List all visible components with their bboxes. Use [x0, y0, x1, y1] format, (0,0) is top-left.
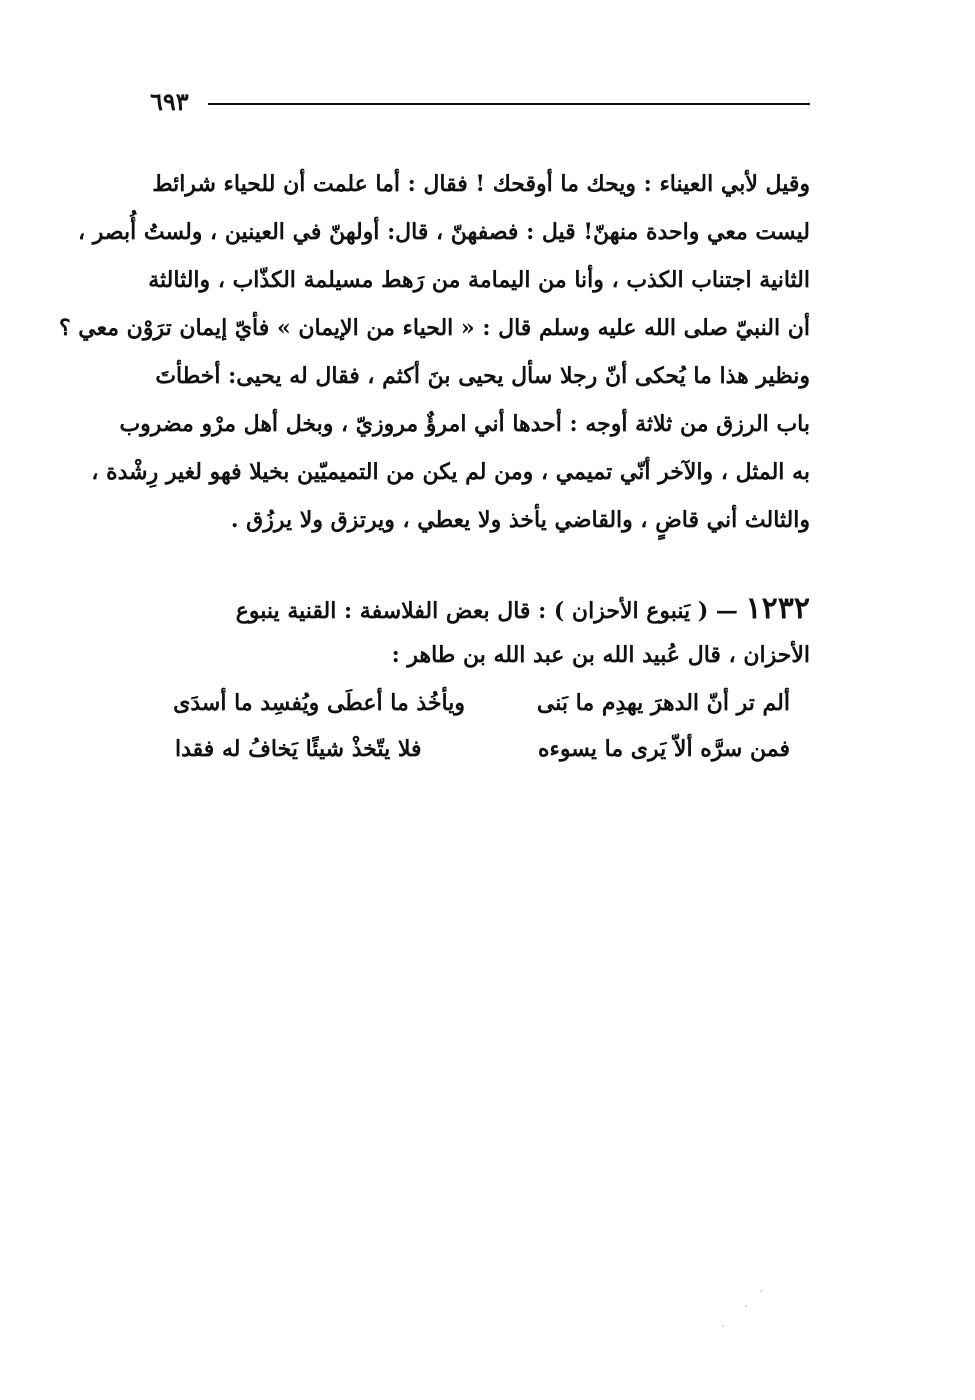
entry-heading-line	[150, 586, 810, 632]
text-line: باب الرزق من ثلاثة أوجه : أحدها أني امرؤٌ مروزيّ ، وبخل أهل مرْو مضروب	[119, 411, 810, 437]
scan-speck	[760, 1290, 762, 1292]
text-line: وقيل لأبي العيناء : ويحك ما أوقحك ! فقال : أما علمت أن للحياء شرائط	[152, 171, 810, 197]
entry-number: ١٢٣٢	[745, 591, 810, 626]
entry-intro-line: الأحزان ، قال عُبيد الله بن عبد الله بن طاهر :	[391, 642, 810, 668]
page-number: ٦٩٣	[150, 87, 189, 116]
verse-first-hemistich: فمن سرَّه ألاّ يَرى ما يسوءه	[538, 736, 790, 762]
text-line: أن النبيّ صلى الله عليه وسلم قال : « الحياء من الإيمان » فأيّ إيمان ترَوْن معي ؟	[58, 315, 810, 341]
text-line: والثالث أني قاضٍ ، والقاضي يأخذ ولا يعطي ، ويرتزق ولا يرزُق .	[230, 507, 810, 533]
paragraph-anecdote	[58, 160, 810, 544]
text-line: به المثل ، والآخر أنّي تميمي ، ومن لم يكن من التميميّين بخيلا فهو لغير رِشْدة ،	[91, 459, 810, 485]
verse-second-hemistich: فلا يتّخذْ شيئًا يَخافُ له فقدا	[175, 736, 422, 762]
text-line: ليست معي واحدة منهنّ! قيل : فصفهنّ ، قال: أولهنّ في العينين ، ولستُ أُبصر ،	[77, 219, 810, 245]
text-line: ونظير هذا ما يُحكى أنّ رجلا سأل يحيى بنَ أكثم ، فقال له يحيى: أخطأتَ	[155, 363, 810, 389]
text-line: الثانية اجتناب الكذب ، وأنا من اليمامة من رَهط مسيلمة الكذّاب ، والثالثة	[148, 267, 810, 293]
page-header	[150, 88, 810, 120]
scan-speck	[722, 1325, 724, 1327]
poem-verse	[175, 680, 790, 726]
verse-second-hemistich: ويأخُذ ما أعطَى ويُفسِد ما أسدَى	[173, 690, 465, 716]
header-rule	[208, 103, 810, 105]
scan-speck	[745, 1305, 747, 1307]
entry-heading-text: — ( يَنبوع الأحزان ) : قال بعض الفلاسفة : القنية ينبوع	[235, 598, 746, 624]
poem-verse	[175, 726, 790, 772]
verse-first-hemistich: ألم تر أنّ الدهرَ يهدِم ما بَنى	[536, 690, 790, 716]
entry-1232	[150, 586, 810, 678]
